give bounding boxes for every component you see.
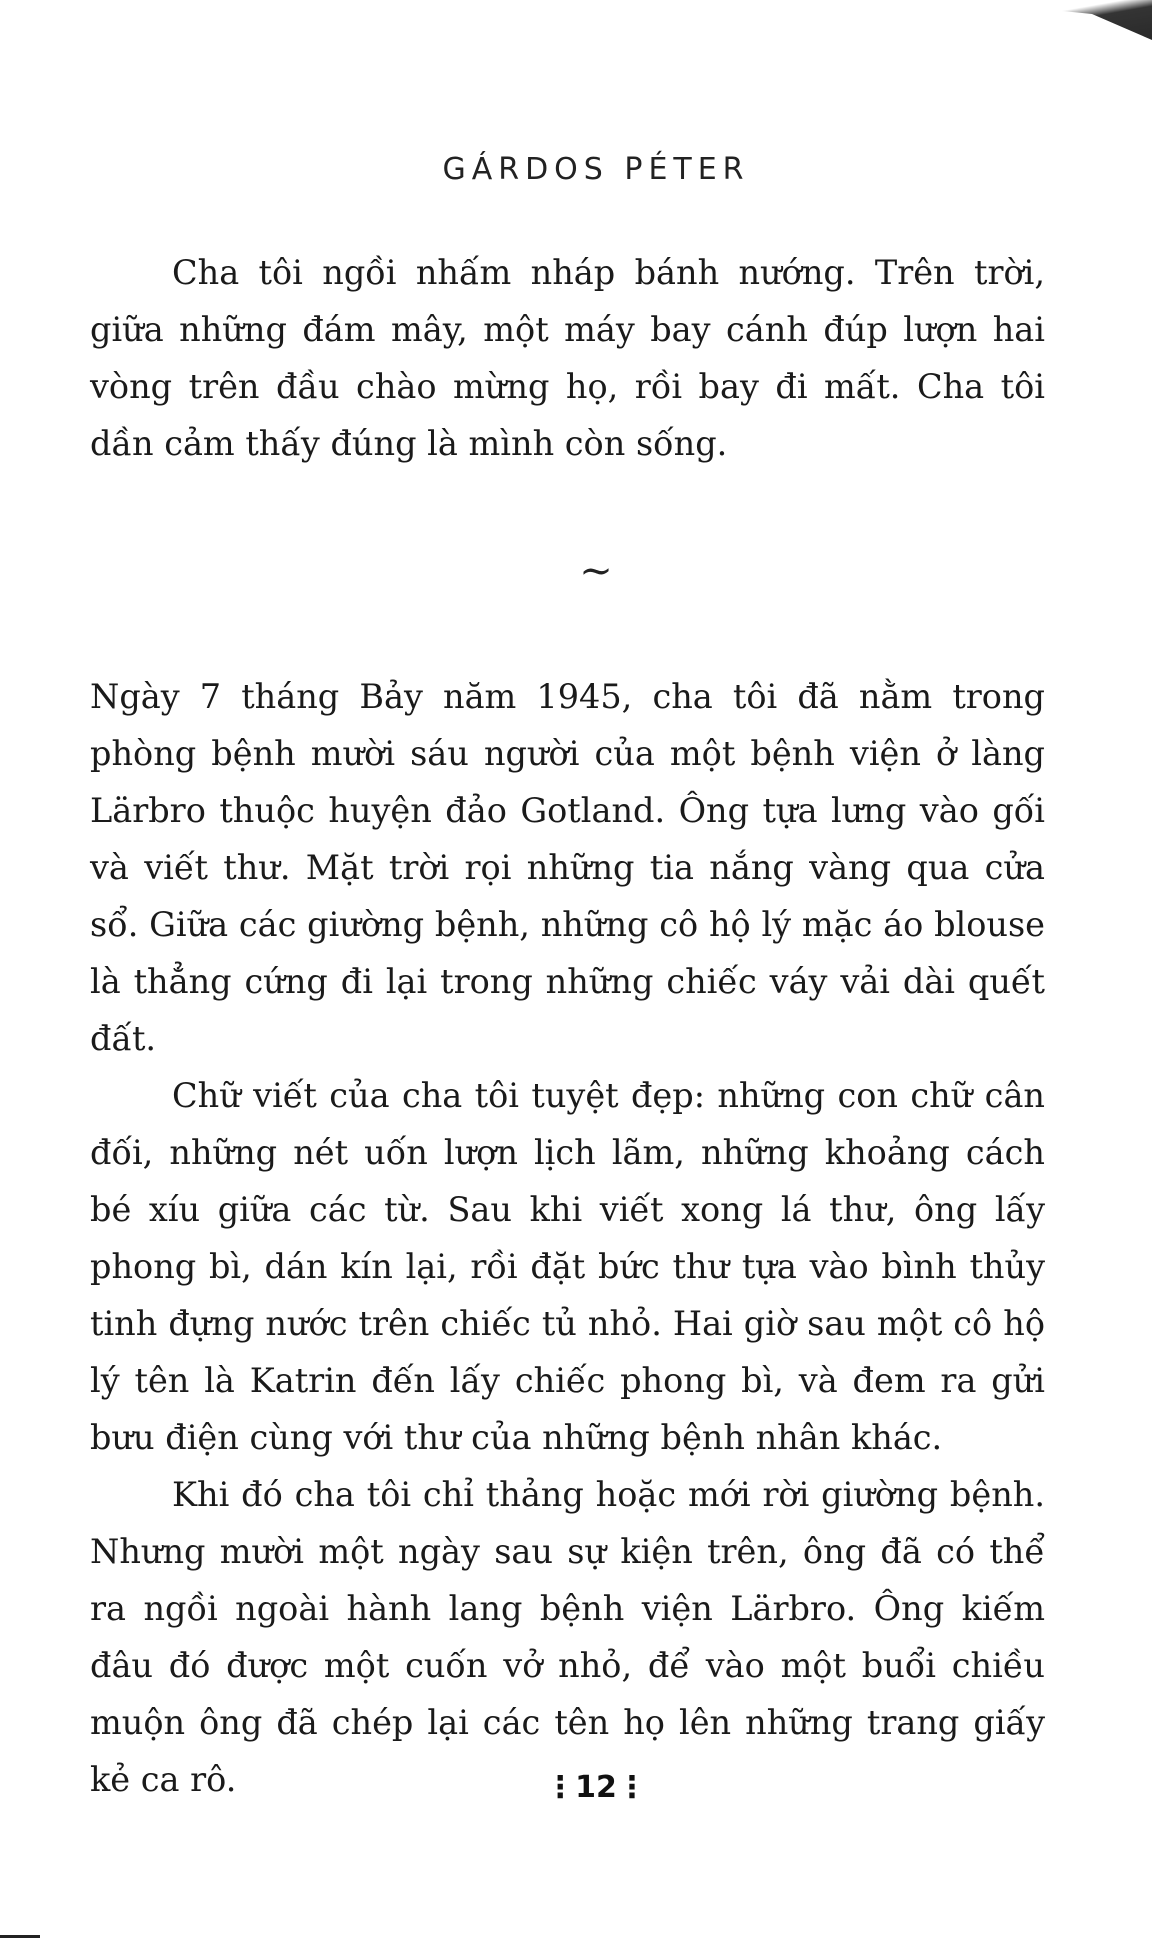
paragraph: Ngày 7 tháng Bảy năm 1945, cha tôi đã nằm trong phòng bệnh mười sáu người của một bệnh viện ở làng Lärbro thuộc huyện đảo Gotland. Ông tựa lưng vào gối và viết thư. Mặt trời rọi những tia nắng vàng qua cửa sổ. Giữa các giường bệnh, những cô hộ lý mặc áo blouse là thẳng cứng đi lại trong những chiếc váy vải dài quết đất. bbox=[90, 677, 1045, 1058]
section-separator: ~ bbox=[579, 548, 613, 594]
paragraph: Khi đó cha tôi chỉ thảng hoặc mới rời giường bệnh. Nhưng mười một ngày sau sự kiện trên, ông đã có thể ra ngồi ngoài hành lang bệnh viện Lärbro. Ông kiếm đâu đó được một cuốn vở nhỏ, để vào một buổi chiều muộn ông đã chép lại các tên họ lên những trang giấy kẻ ca rô. bbox=[90, 1475, 1045, 1799]
running-head-author: GÁRDOS PÉTER bbox=[442, 152, 750, 187]
page-number bbox=[0, 1770, 1152, 1805]
paragraph: Chữ viết của cha tôi tuyệt đẹp: những con chữ cân đối, những nét uốn lượn lịch lãm, những khoảng cách bé xíu giữa các từ. Sau khi viết xong lá thư, ông lấy phong bì, dán kín lại, rồi đặt bức thư tựa vào bình thủy tinh đựng nước trên chiếc tủ nhỏ. Hai giờ sau một cô hộ lý tên là Katrin đến lấy chiếc phong bì, và đem ra gửi bưu điện cùng với thư của những bệnh nhân khác. bbox=[90, 1076, 1045, 1457]
paragraph: Cha tôi ngồi nhấm nháp bánh nướng. Trên trời, giữa những đám mây, một máy bay cánh đúp lượn hai vòng trên đầu chào mừng họ, rồi bay đi mất. Cha tôi dần cảm thấy đúng là mình còn sống. bbox=[90, 253, 1045, 463]
page-corner-shadow bbox=[952, 0, 1152, 40]
folio-ornament-right: ⋮ bbox=[616, 1770, 647, 1805]
page-edge-mark bbox=[0, 1935, 40, 1938]
text-section-bottom bbox=[90, 668, 1045, 1808]
text-section-top bbox=[90, 244, 1045, 472]
folio-ornament-left: ⋮ bbox=[545, 1770, 576, 1805]
page-number-value: 12 bbox=[575, 1770, 617, 1805]
